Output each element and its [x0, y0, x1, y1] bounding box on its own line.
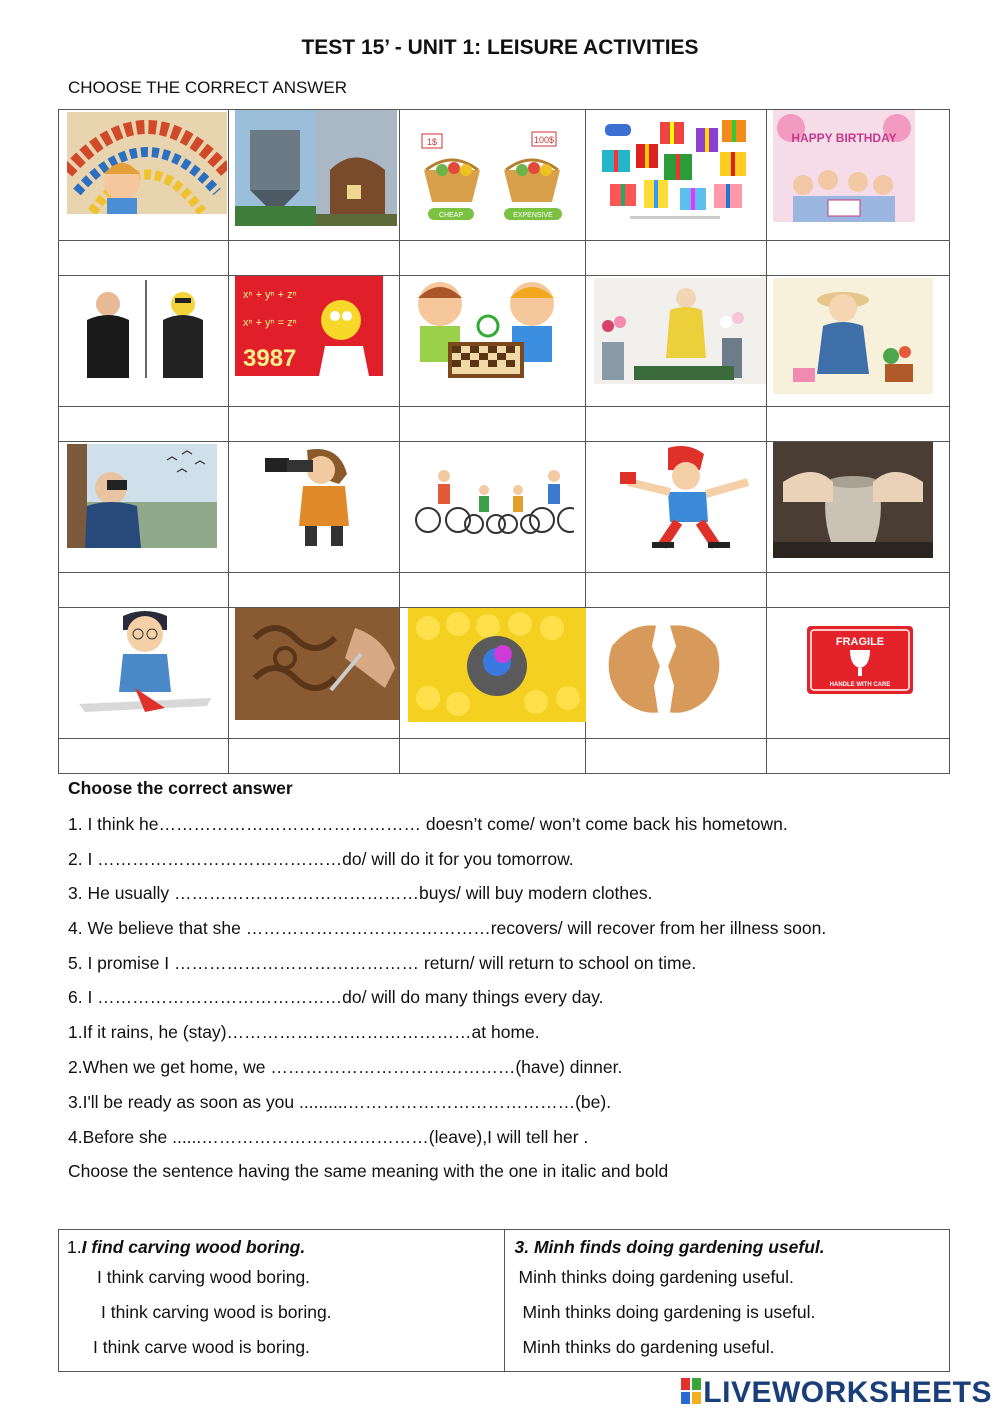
answer-cell[interactable] — [767, 407, 950, 442]
answer-cell[interactable] — [586, 241, 767, 276]
section2-instruction: Choose the sentence having the same meaning with the one in italic and bold — [68, 1161, 669, 1181]
birthday-banner-text: HAPPY BIRTHDAY — [791, 131, 897, 145]
question-1-text: I find carving wood boring. — [81, 1237, 306, 1257]
question-line: 1. I think he……………………………………… doesn’t come/ won’t come back his hometown. — [68, 814, 788, 834]
section1-heading: Choose the correct answer — [68, 778, 293, 798]
answer-cell[interactable] — [586, 407, 767, 442]
answer-cell[interactable] — [229, 573, 400, 608]
answer-cell[interactable] — [229, 241, 400, 276]
birthday-party-image — [773, 110, 915, 222]
option-1c[interactable]: I think carve wood is boring. — [93, 1337, 310, 1357]
picture-cell — [229, 442, 400, 573]
unusual-houses-image — [235, 110, 397, 226]
question-line: 1.If it rains, he (stay)……………………………………at home. — [68, 1022, 540, 1042]
question-3-sentence: 3. Minh finds doing gardening useful. — [514, 1237, 825, 1257]
expensive-label-text: EXPENSIVE — [513, 212, 553, 219]
question-line: 3.I'll be ready as soon as you ..........…………………………………(be). — [68, 1092, 612, 1112]
answer-cell[interactable] — [400, 407, 586, 442]
picture-cell — [229, 276, 400, 407]
gift-boxes-image — [600, 114, 750, 224]
worksheet-title: TEST 15’ - UNIT 1: LEISURE ACTIVITIES — [301, 36, 699, 59]
answer-cell[interactable] — [400, 573, 586, 608]
kids-checkers-image — [408, 276, 566, 382]
picture-cell — [400, 608, 586, 739]
cartoon-photographer-image — [259, 444, 369, 550]
answer-cell[interactable] — [586, 739, 767, 774]
cracked-egg-image — [602, 616, 726, 720]
picture-cell — [59, 442, 229, 573]
homer-math-image — [235, 276, 383, 376]
answer-cell[interactable] — [767, 739, 950, 774]
question-line: 4.Before she ......…………………………………(leave),I will tell her . — [68, 1127, 589, 1147]
answer-cell[interactable] — [59, 241, 229, 276]
picture-cell — [586, 110, 767, 241]
cheap-price-text: 1$ — [426, 137, 438, 147]
question-line: 5. I promise I …………………………………… return/ will return to school on time. — [68, 953, 697, 973]
girl-gardening-image — [773, 278, 933, 394]
answer-cell[interactable] — [400, 739, 586, 774]
question-1-number: 1. — [67, 1237, 82, 1257]
answer-cell[interactable] — [767, 573, 950, 608]
logo-badge-icon — [681, 1378, 701, 1404]
option-3b[interactable]: Minh thinks doing gardening is useful. — [522, 1302, 816, 1322]
cheap-expensive-baskets-image — [414, 130, 572, 226]
picture-cell — [59, 110, 229, 241]
boy-roller-skating-image — [608, 442, 758, 554]
answer-cell[interactable] — [59, 739, 229, 774]
flower-arranging-image — [594, 278, 766, 384]
picture-cell — [767, 608, 950, 739]
odd-duck-out-image — [408, 608, 586, 722]
option-1b[interactable]: I think carving wood is boring. — [101, 1302, 332, 1322]
picture-cell — [767, 442, 950, 573]
expensive-price-text: 100$ — [533, 135, 555, 145]
family-cycling-image — [414, 450, 574, 540]
picture-cell — [229, 608, 400, 739]
picture-cell — [400, 110, 586, 241]
svg-text:xⁿ + yⁿ + zⁿ: xⁿ + yⁿ + zⁿ — [243, 289, 297, 301]
fragile-sub-text: HANDLE WITH CARE — [829, 682, 891, 688]
question-line: 4. We believe that she ……………………………………recovers/ will recover from her illness soon. — [68, 918, 827, 938]
bird-watching-image — [67, 444, 217, 548]
fragile-title-text: FRAGILE — [835, 636, 885, 648]
option-3c[interactable]: Minh thinks do gardening useful. — [522, 1337, 775, 1357]
picture-grid — [58, 109, 950, 774]
wood-carving-image — [235, 608, 399, 720]
question-line: 3. He usually ……………………………………buys/ will buy modern clothes. — [68, 883, 653, 903]
picture-cell — [767, 276, 950, 407]
answer-cell[interactable] — [400, 241, 586, 276]
question-1-cell — [59, 1230, 505, 1372]
picture-cell — [59, 608, 229, 739]
option-3a[interactable]: Minh thinks doing gardening useful. — [518, 1267, 794, 1287]
svg-text:xⁿ + yⁿ = zⁿ: xⁿ + yⁿ = zⁿ — [243, 317, 297, 329]
question-line: 2. I ……………………………………do/ will do it for you tomorrow. — [68, 849, 574, 869]
picture-cell — [586, 276, 767, 407]
option-1a[interactable]: I think carving wood boring. — [97, 1267, 311, 1287]
question-1-sentence — [67, 1234, 496, 1260]
logo-text: LIVEWORKSHEETS — [703, 1376, 992, 1409]
fragile-sign-image — [807, 626, 913, 694]
picture-cell — [586, 608, 767, 739]
question-line: 6. I ……………………………………do/ will do many things every day. — [68, 987, 604, 1007]
question-line: 2.When we get home, we ……………………………………(have) dinner. — [68, 1057, 623, 1077]
pottery-making-image — [773, 442, 933, 558]
liveworksheets-logo — [681, 1376, 992, 1410]
cheap-label-text: CHEAP — [438, 212, 464, 219]
answer-cell[interactable] — [586, 573, 767, 608]
picture-cell — [586, 442, 767, 573]
worksheet-subtitle: CHOOSE THE CORRECT ANSWER — [68, 78, 347, 97]
answer-cell[interactable] — [229, 739, 400, 774]
answer-cell[interactable] — [767, 241, 950, 276]
boy-with-toy-cars-image — [67, 112, 227, 214]
picture-cell — [767, 110, 950, 241]
picture-cell — [400, 276, 586, 407]
question-3-cell — [504, 1230, 950, 1372]
man-and-cartoon-image — [73, 280, 219, 384]
picture-cell — [59, 276, 229, 407]
picture-cell — [229, 110, 400, 241]
answer-cell[interactable] — [59, 573, 229, 608]
math-number-text: 3987 — [243, 345, 297, 372]
answer-cell[interactable] — [229, 407, 400, 442]
picture-cell — [400, 442, 586, 573]
answer-cell[interactable] — [59, 407, 229, 442]
meaning-choice-table — [58, 1229, 950, 1372]
boy-model-plane-image — [75, 608, 215, 718]
